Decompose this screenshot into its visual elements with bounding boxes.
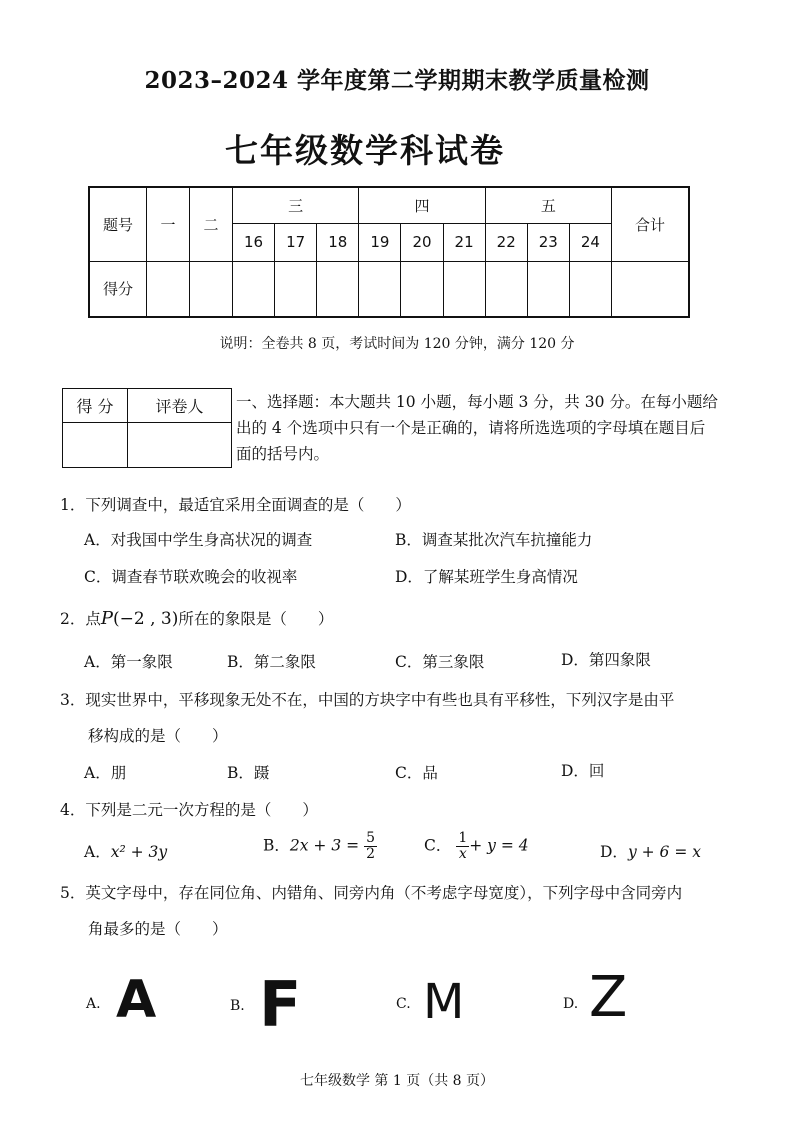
row-label-score: 得分 [89,261,147,317]
col-q22: 22 [485,223,527,261]
q4-option-c-numerator: 1 [458,830,468,846]
score-cell[interactable] [233,261,275,317]
q2-rest: 所在的象限是（ ） [178,610,334,628]
score-cell[interactable] [317,261,359,317]
section-1-instructions: 一、选择题：本大题共 10 小题，每小题 3 分，共 30 分。在每小题给出的 4 个选项中只有一个是正确的，请将所选选项的字母填在题目后面的括号内。 [236,393,718,463]
q4-option-d [600,841,701,863]
grader-name-cell[interactable] [128,423,232,468]
q4-option-b-denominator: 2 [366,846,375,862]
group-part-4: 四 [359,187,485,223]
q5-option-b-label: B. [230,998,245,1014]
score-cell[interactable] [359,261,401,317]
q4-option-b-label: B． [263,836,290,855]
q3-option-a: A．朋 [84,764,127,782]
q4-option-b-expr: 2x + 3 = [289,836,360,855]
score-cell[interactable] [443,261,485,317]
q4-stem: 4．下列是二元一次方程的是（ ） [60,801,318,819]
score-cell[interactable] [612,261,690,317]
q5-option-d-letter: Z [589,965,628,1030]
exam-note: 说明：全卷共 8 页，考试时间为 120 分钟，满分 120 分 [219,336,575,352]
q4-option-b [263,831,377,862]
q1-option-a: A．对我国中学生身高状况的调查 [84,531,313,549]
exam-title: 2023–2024 学年度第二学期期末教学质量检测 [144,67,650,94]
q1-option-d: D．了解某班学生身高情况 [395,568,578,586]
grader-table [62,388,232,468]
col-part-2: 二 [190,187,233,261]
score-cell[interactable] [147,261,190,317]
q2-option-b: B．第二象限 [227,653,316,671]
grader-score-cell[interactable] [63,423,128,468]
q4-option-d-expr: y + 6 = x [627,843,701,861]
q5-option-a-letter: A [116,970,157,1030]
q3-option-d: D．回 [561,762,605,780]
q5-option-b-letter: F [259,968,302,1041]
group-part-5: 五 [485,187,611,223]
col-q21: 21 [443,223,485,261]
score-cell[interactable] [569,261,611,317]
col-part-1: 一 [147,187,190,261]
col-q20: 20 [401,223,443,261]
q4-option-a [84,841,167,863]
col-q23: 23 [527,223,569,261]
q4-option-b-fraction [364,831,377,862]
q5-option-c-label: C. [396,996,411,1012]
q2-option-a: A．第一象限 [84,653,173,671]
q2-stem [60,608,333,630]
q5-option-d-label: D. [563,996,579,1012]
score-cell[interactable] [527,261,569,317]
q5-stem-line2: 角最多的是（ ） [88,920,228,938]
q4-option-a-label: A． [84,843,111,861]
q1-stem: 1．下列调查中，最适宜采用全面调查的是（ ） [60,496,411,514]
q4-option-c-label: C． [424,836,452,855]
page-footer: 七年级数学 第 1 页（共 8 页） [299,1073,495,1089]
col-q19: 19 [359,223,401,261]
col-q17: 17 [275,223,317,261]
q3-stem-line1: 3．现实世界中，平移现象无处不在，中国的方块字中有些也具有平移性，下列汉字是由平 [60,691,675,709]
q3-option-b: B．蹑 [227,764,270,782]
q2-point: P [100,608,113,629]
q5-option-a-label: A. [86,996,101,1012]
score-cell[interactable] [401,261,443,317]
grader-score-label: 得 分 [63,389,128,423]
q2-option-c: C．第三象限 [395,653,485,671]
score-table [88,186,690,318]
col-q18: 18 [317,223,359,261]
q5-stem-line1: 5．英文字母中，存在同位角、内错角、同旁内角（不考虑字母宽度），下列字母中含同旁内 [60,884,683,902]
q4-option-c [424,831,529,862]
q4-option-a-expr: x² + 3y [110,843,168,861]
exam-subtitle: 七年级数学科试卷 [225,131,505,170]
q4-option-d-label: D． [600,843,628,861]
q5-option-c-letter: M [423,974,465,1030]
score-cell[interactable] [190,261,233,317]
score-cell[interactable] [275,261,317,317]
col-total: 合计 [612,187,690,261]
q1-option-b: B．调查某批次汽车抗撞能力 [395,531,593,549]
q1-option-c: C．调查春节联欢晚会的收视率 [84,568,298,586]
score-cell[interactable] [485,261,527,317]
q4-option-c-expr: + y = 4 [469,836,529,855]
q2-option-d: D．第四象限 [561,651,651,669]
q2-number: 2．点 [60,610,101,628]
q4-option-c-denominator: x [458,846,467,862]
q3-stem-line2: 移构成的是（ ） [88,727,228,745]
q4-option-c-fraction [456,831,469,862]
col-q16: 16 [233,223,275,261]
q2-coords: (−2 , 3) [113,609,179,629]
grader-name-label: 评卷人 [128,389,232,423]
q4-option-b-numerator: 5 [366,830,375,846]
col-q24: 24 [569,223,611,261]
group-part-3: 三 [233,187,359,223]
row-label-question: 题号 [89,187,147,261]
q3-option-c: C．品 [395,764,438,782]
